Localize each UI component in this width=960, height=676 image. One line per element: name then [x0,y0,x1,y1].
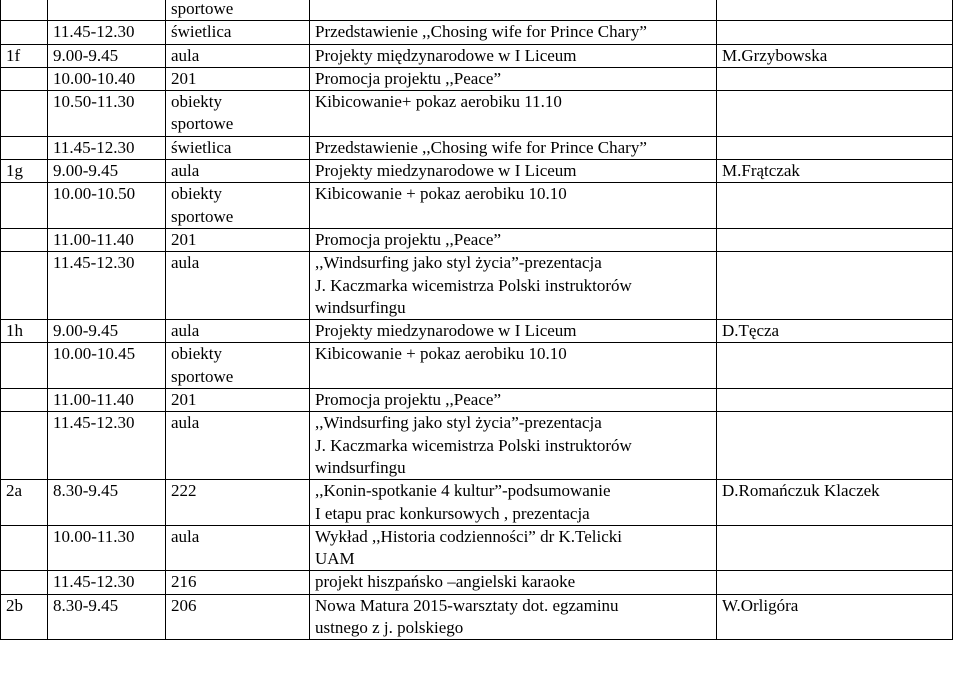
room-text: obiekty [171,184,222,204]
teacher-text [722,252,950,274]
time-text: 10.00-10.40 [53,68,136,88]
topic-cell [310,160,717,183]
time-cell [48,525,166,571]
time-text: 11.45-12.30 [53,253,135,273]
time-cell [48,160,166,183]
room-cell [166,594,310,640]
class-cell [1,183,48,229]
class-text [6,0,45,20]
room-text: 201 [171,68,197,88]
topic-cell [310,228,717,251]
room-cell [166,343,310,389]
teacher-cell [717,525,953,571]
time-cell [48,480,166,526]
teacher-cell [717,136,953,159]
room-cell [166,67,310,90]
room-text: 201 [171,229,197,249]
schedule-body [1,0,953,640]
class-text [6,526,45,548]
topic-cell [310,0,717,21]
time-text: 9.00-9.45 [53,321,119,341]
class-text [6,91,45,113]
time-text: 11.45-12.30 [53,22,135,42]
table-row [1,0,953,21]
room-text: sportowe [171,114,234,134]
class-cell [1,412,48,480]
room-text: aula [171,321,200,341]
topic-cell [310,183,717,229]
topic-text: Kibicowanie+ pokaz aerobiku 11.10 [315,92,562,112]
topic-cell [310,21,717,44]
topic-text: Promocja projektu ,,Peace” [315,229,501,249]
class-text [6,137,45,159]
class-text [6,229,45,251]
time-text: 10.00-10.50 [53,184,136,204]
time-cell [48,252,166,320]
table-row [1,320,953,343]
teacher-text [722,229,950,251]
room-text: aula [171,161,200,181]
topic-text: Projekty miedzynarodowe w I Liceum [315,321,577,341]
topic-cell [310,571,717,594]
time-text: 11.45-12.30 [53,137,135,157]
table-row [1,480,953,526]
time-text: 10.50-11.30 [53,92,135,112]
topic-text: Promocja projektu ,,Peace” [315,68,501,88]
topic-text: projekt hiszpańsko –angielski karaoke [315,572,576,592]
topic-text: ,,Windsurfing jako styl życia”-prezentacja [315,413,602,433]
class-cell [1,91,48,137]
teacher-cell [717,183,953,229]
table-row [1,160,953,183]
table-row [1,412,953,480]
teacher-text [722,68,950,90]
table-row [1,67,953,90]
time-text: 8.30-9.45 [53,481,119,501]
teacher-text [722,571,950,593]
time-text: 11.00-11.40 [53,229,134,249]
room-cell [166,183,310,229]
room-text: obiekty [171,344,222,364]
room-text: świetlica [171,22,232,42]
class-text [6,571,45,593]
topic-text: ,,Konin-spotkanie 4 kultur”-podsumowanie [315,481,611,501]
class-text: 1h [6,321,23,341]
class-cell [1,571,48,594]
topic-cell [310,480,717,526]
topic-text: Przedstawienie ,,Chosing wife for Prince Chary” [315,137,647,157]
topic-text: UAM [315,549,355,569]
teacher-cell [717,21,953,44]
table-row [1,389,953,412]
table-row [1,44,953,67]
topic-text: J. Kaczmarka wicemistrza Polski instruktorów [315,275,632,295]
table-row [1,594,953,640]
room-text: sportowe [171,366,234,386]
room-text: 222 [171,481,197,501]
table-row [1,571,953,594]
class-cell [1,594,48,640]
time-cell [48,183,166,229]
class-text [6,183,45,205]
topic-text: Kibicowanie + pokaz aerobiku 10.10 [315,184,567,204]
topic-text: J. Kaczmarka wicemistrza Polski instruktorów [315,435,632,455]
room-cell [166,320,310,343]
teacher-cell [717,389,953,412]
time-text: 11.45-12.30 [53,572,135,592]
topic-text: I etapu prac konkursowych , prezentacja [315,503,590,523]
table-row [1,21,953,44]
topic-cell [310,136,717,159]
room-text: 216 [171,572,197,592]
teacher-text [722,21,950,43]
table-row [1,343,953,389]
topic-cell [310,252,717,320]
room-cell [166,44,310,67]
room-text: aula [171,253,200,273]
class-cell [1,21,48,44]
topic-cell [310,320,717,343]
time-text: 9.00-9.45 [53,161,119,181]
teacher-cell [717,91,953,137]
class-text: 2b [6,595,23,615]
class-text [6,21,45,43]
teacher-cell [717,320,953,343]
room-text: sportowe [171,0,234,18]
table-row [1,525,953,571]
time-text: 10.00-11.30 [53,526,135,546]
topic-cell [310,343,717,389]
room-text: aula [171,413,200,433]
teacher-text: W.Orligóra [722,595,799,615]
teacher-text [722,137,950,159]
room-text: aula [171,45,200,65]
room-cell [166,136,310,159]
teacher-cell [717,44,953,67]
time-cell [48,0,166,21]
class-text [6,68,45,90]
room-text: aula [171,526,200,546]
room-cell [166,160,310,183]
room-cell [166,480,310,526]
class-text [6,412,45,434]
class-cell [1,525,48,571]
teacher-cell [717,571,953,594]
time-cell [48,571,166,594]
topic-text: ustnego z j. polskiego [315,618,464,638]
teacher-text [722,0,950,20]
teacher-text: D.Romańczuk Klaczek [722,481,880,501]
table-row [1,252,953,320]
class-cell [1,343,48,389]
class-cell [1,0,48,21]
class-text [6,252,45,274]
room-text: obiekty [171,92,222,112]
teacher-cell [717,252,953,320]
topic-cell [310,91,717,137]
teacher-text: M.Grzybowska [722,45,828,65]
class-cell [1,228,48,251]
time-cell [48,228,166,251]
class-cell [1,252,48,320]
class-cell [1,160,48,183]
class-text: 1g [6,161,23,181]
room-text: świetlica [171,137,232,157]
room-text: sportowe [171,206,234,226]
topic-text: Wykład ,,Historia codzienności” dr K.Telicki [315,526,622,546]
time-cell [48,412,166,480]
time-text: 10.00-10.45 [53,344,136,364]
topic-text: Projekty miedzynarodowe w I Liceum [315,161,577,181]
teacher-text [722,412,950,434]
room-cell [166,412,310,480]
teacher-cell [717,67,953,90]
room-cell [166,525,310,571]
teacher-cell [717,228,953,251]
topic-cell [310,389,717,412]
room-cell [166,389,310,412]
class-text [6,343,45,365]
table-row [1,228,953,251]
class-cell [1,67,48,90]
time-cell [48,44,166,67]
time-text [53,0,163,20]
room-cell [166,228,310,251]
room-cell [166,252,310,320]
teacher-cell [717,594,953,640]
time-text: 9.00-9.45 [53,45,119,65]
teacher-cell [717,343,953,389]
time-text: 8.30-9.45 [53,595,119,615]
room-text: 201 [171,390,197,410]
topic-cell [310,594,717,640]
topic-text [315,0,714,20]
class-text: 1f [6,45,21,65]
time-cell [48,67,166,90]
teacher-cell [717,160,953,183]
topic-text: ,,Windsurfing jako styl życia”-prezentacja [315,253,602,273]
teacher-text [722,183,950,205]
teacher-text [722,389,950,411]
class-text [6,389,45,411]
class-cell [1,136,48,159]
table-row [1,136,953,159]
teacher-cell [717,480,953,526]
class-text: 2a [6,481,23,501]
teacher-text: M.Frątczak [722,161,800,181]
room-cell [166,0,310,21]
topic-cell [310,525,717,571]
topic-cell [310,67,717,90]
topic-text: Nowa Matura 2015-warsztaty dot. egzaminu [315,595,619,615]
teacher-cell [717,0,953,21]
teacher-cell [717,412,953,480]
table-row [1,91,953,137]
time-cell [48,136,166,159]
teacher-text: D.Tęcza [722,321,780,341]
topic-cell [310,412,717,480]
topic-text: Przedstawienie ,,Chosing wife for Prince Chary” [315,22,647,42]
time-text: 11.00-11.40 [53,390,134,410]
time-text: 11.45-12.30 [53,413,135,433]
teacher-text [722,91,950,113]
topic-text: windsurfingu [315,297,406,317]
class-cell [1,44,48,67]
class-cell [1,320,48,343]
class-cell [1,480,48,526]
time-cell [48,343,166,389]
room-cell [166,91,310,137]
room-cell [166,571,310,594]
class-cell [1,389,48,412]
time-cell [48,21,166,44]
topic-text: Kibicowanie + pokaz aerobiku 10.10 [315,344,567,364]
time-cell [48,389,166,412]
room-text: 206 [171,595,197,615]
time-cell [48,91,166,137]
teacher-text [722,343,950,365]
teacher-text [722,526,950,548]
room-cell [166,21,310,44]
topic-cell [310,44,717,67]
topic-text: windsurfingu [315,457,406,477]
topic-text: Promocja projektu ,,Peace” [315,390,501,410]
table-row [1,183,953,229]
time-cell [48,594,166,640]
time-cell [48,320,166,343]
topic-text: Projekty międzynarodowe w I Liceum [315,45,577,65]
